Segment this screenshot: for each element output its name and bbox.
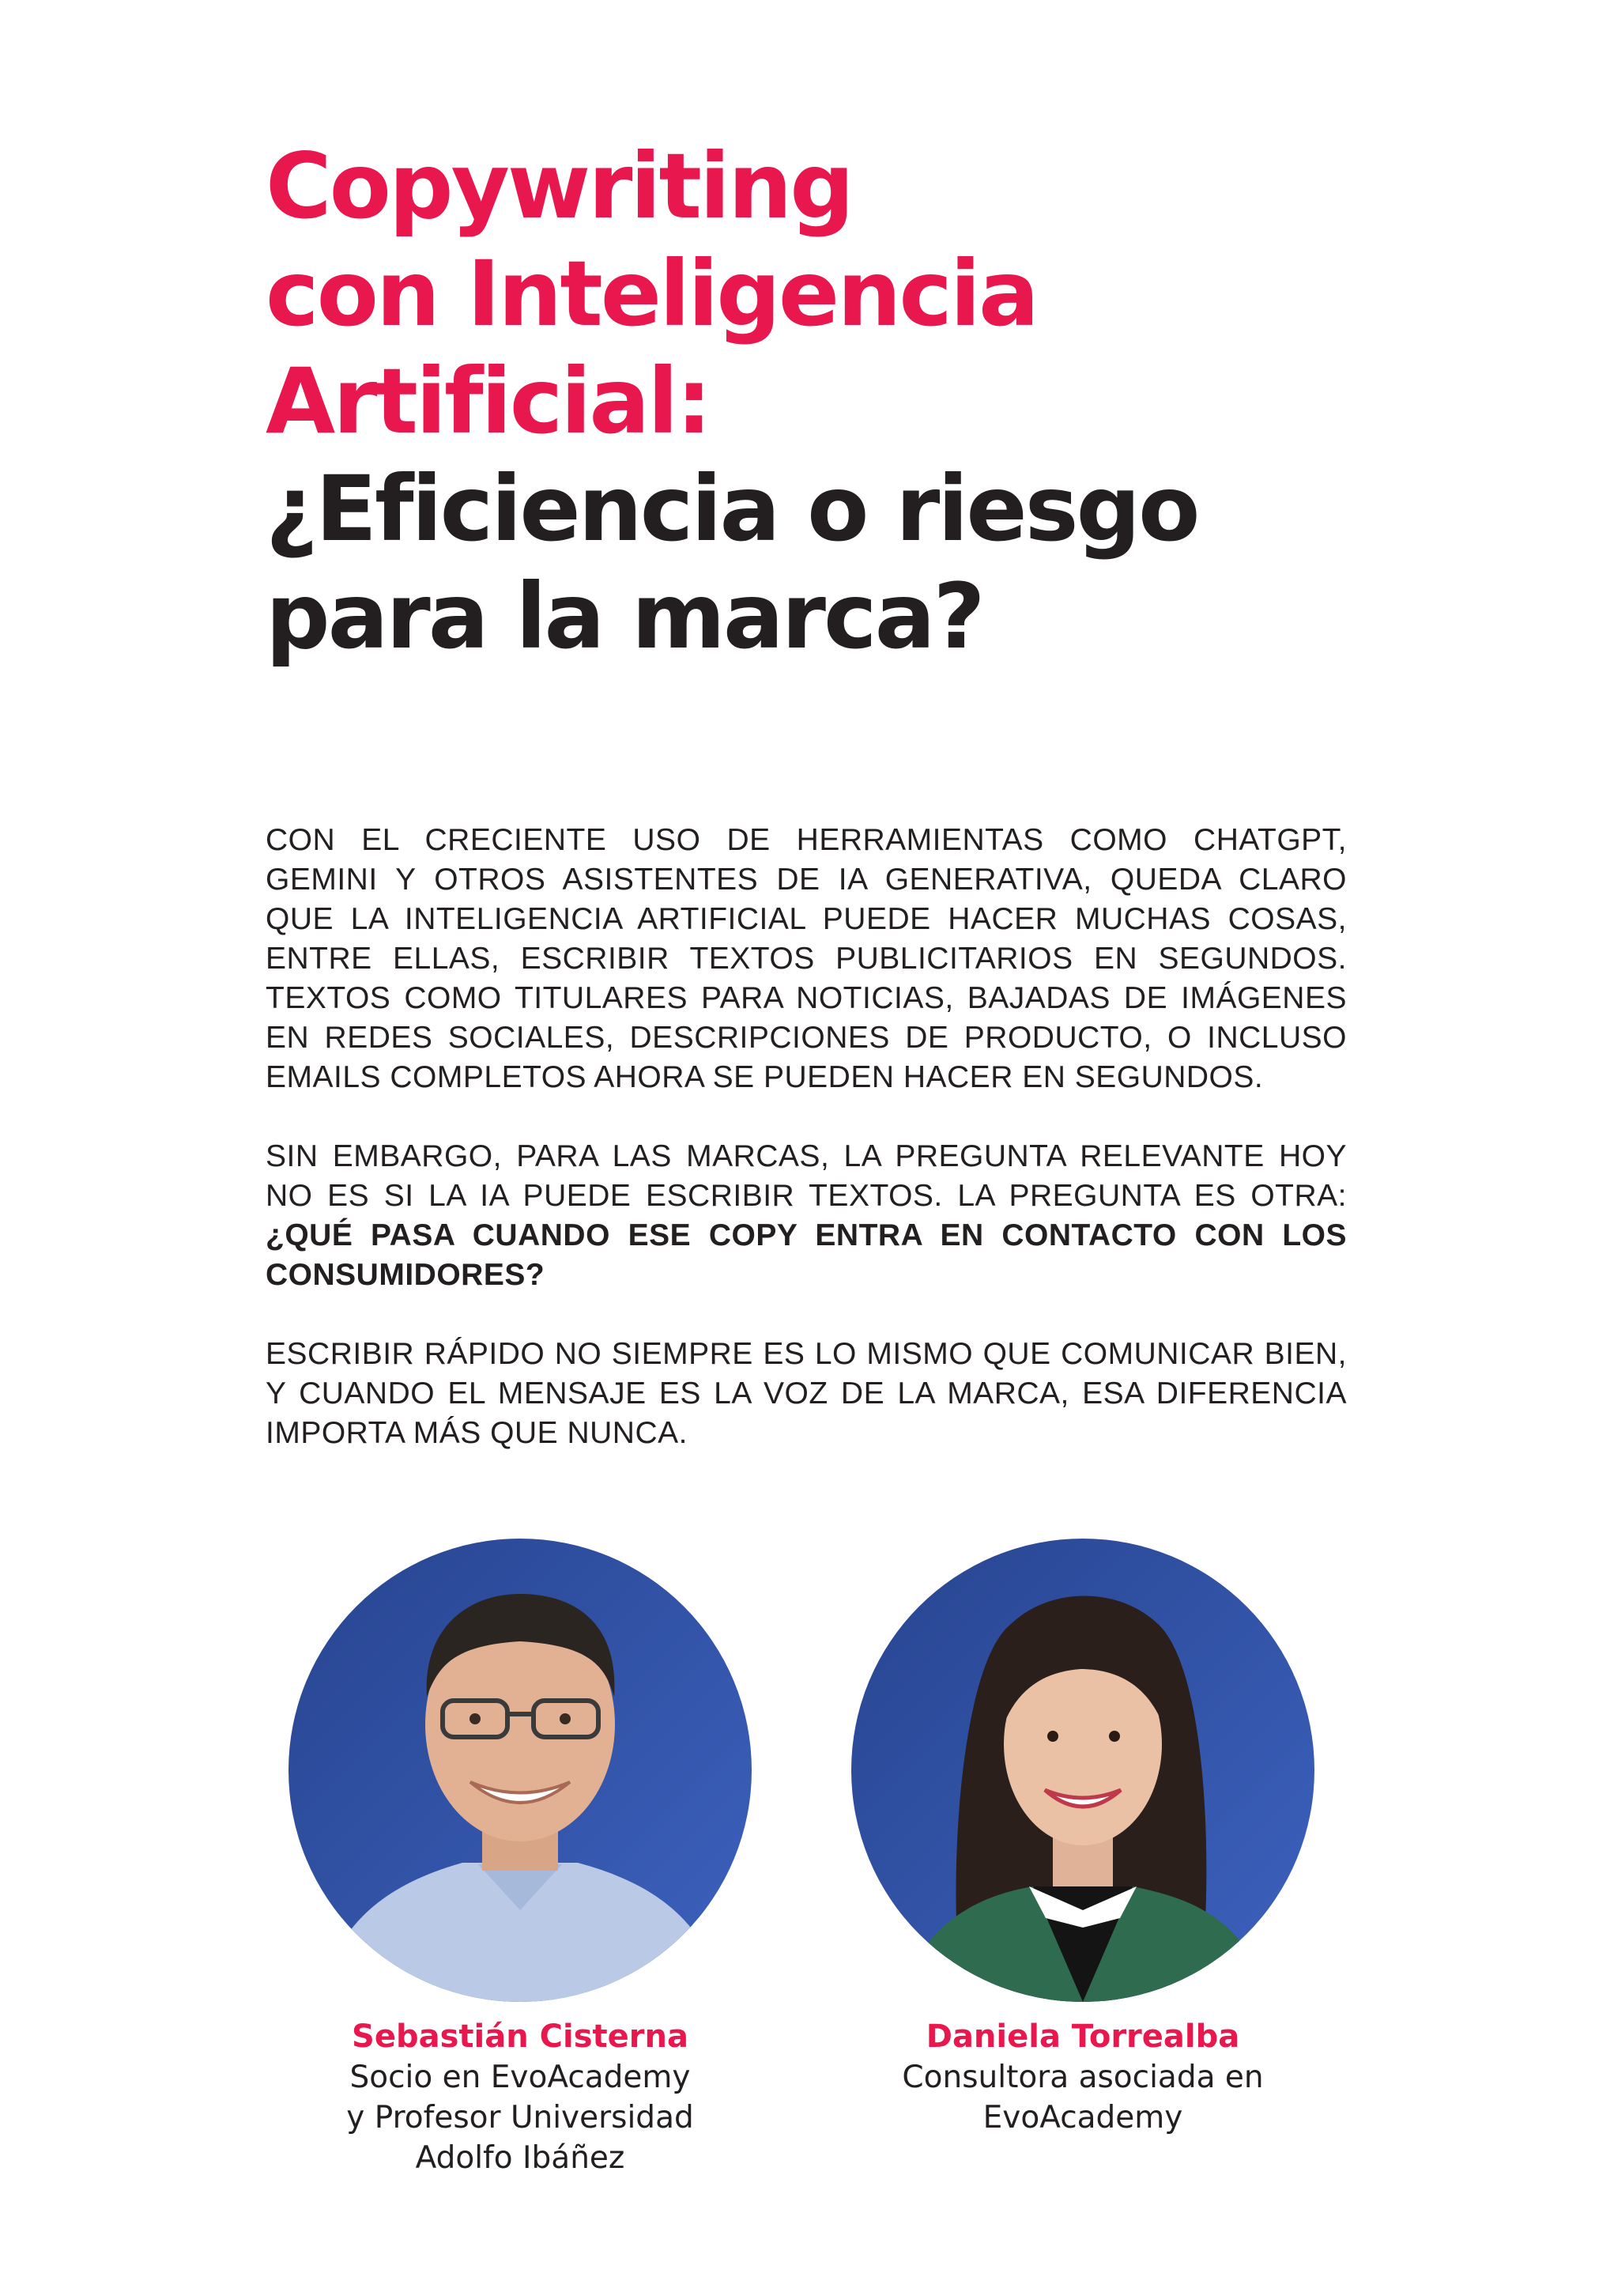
author-name: Sebastián Cisterna bbox=[352, 2018, 688, 2055]
author-photo-daniela bbox=[851, 1539, 1314, 2002]
title-line-4: ¿Eficiencia o riesgo bbox=[266, 456, 1198, 561]
author-photo-sebastian bbox=[288, 1539, 752, 2002]
intro-paragraph-2-question: ¿QUÉ PASA CUANDO ESE COPY ENTRA EN CONTACTO CON LOS CONSUMIDORES? bbox=[266, 1218, 1347, 1292]
title-line-5: para la marca? bbox=[266, 564, 983, 669]
author-caption-1 bbox=[267, 2016, 773, 2178]
intro-paragraph-2-text: SIN EMBARGO, PARA LAS MARCAS, LA PREGUNTA RELEVANTE HOY NO ES SI LA IA PUEDE ESCRIBIR TEXTOS. LA PREGUNTA ES OTRA: bbox=[266, 1139, 1347, 1213]
author-name: Daniela Torrealba bbox=[926, 2018, 1240, 2055]
intro-text bbox=[266, 821, 1347, 1493]
intro-paragraph-3: ESCRIBIR RÁPIDO NO SIEMPRE ES LO MISMO QUE COMUNICAR BIEN, Y CUANDO EL MENSAJE ES LA VOZ DE LA MARCA, ESA DIFERENCIA IMPORTA MÁS QUE NUNCA. bbox=[266, 1337, 1347, 1450]
author-role: Consultora asociada en EvoAcademy bbox=[902, 2060, 1264, 2136]
title-line-3: Artificial: bbox=[266, 349, 710, 454]
article-title bbox=[266, 133, 1451, 670]
title-line-1: Copywriting bbox=[266, 134, 852, 239]
author-role: Socio en EvoAcademy y Profesor Universidad Adolfo Ibáñez bbox=[346, 2060, 694, 2176]
intro-paragraph-1: CON EL CRECIENTE USO DE HERRAMIENTAS COMO CHATGPT, GEMINI Y OTROS ASISTENTES DE IA GENERATIVA, QUEDA CLARO QUE LA INTELIGENCIA ARTIFICIAL PUEDE HACER MUCHAS COSAS, ENTRE ELLAS, ESCRIBIR TEXTOS PUBLICITARIOS EN SEGUNDOS. TEXTOS COMO TITULARES PARA NOTICIAS, BAJADAS DE IMÁGENES EN REDES SOCIALES, DESCRIPCIONES DE PRODUCTO, O INCLUSO EMAILS COMPLETOS AHORA SE PUEDEN HACER EN SEGUNDOS. bbox=[266, 823, 1347, 1094]
author-caption-2 bbox=[830, 2016, 1336, 2138]
intro-paragraph-2 bbox=[266, 1137, 1347, 1295]
title-line-2: con Inteligencia bbox=[266, 241, 1037, 346]
